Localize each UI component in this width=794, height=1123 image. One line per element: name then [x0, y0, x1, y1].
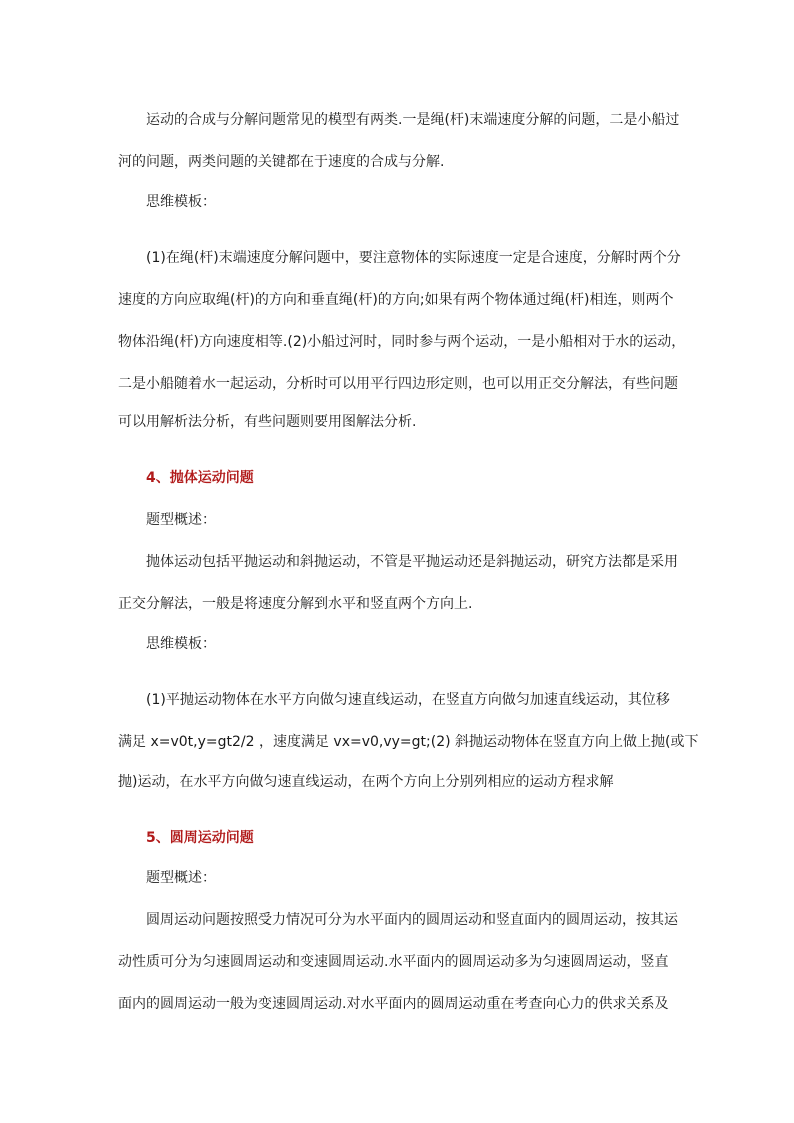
overview-label: 题型概述： — [146, 870, 216, 886]
paragraph-line: 圆周运动问题按照受力情况可分为水平面内的圆周运动和竖直面内的圆周运动，按其运 — [146, 912, 678, 928]
paragraph-line: 运动的合成与分解问题常见的模型有两类.一是绳(杆)末端速度分解的问题，二是小船过 — [146, 112, 680, 128]
section-heading-4: 4、抛体运动问题 — [146, 470, 254, 486]
paragraph-line: 河的问题，两类问题的关键都在于速度的合成与分解. — [118, 154, 445, 170]
overview-label: 题型概述： — [146, 512, 216, 528]
paragraph-line: 抛)运动，在水平方向做匀速直线运动，在两个方向上分别列相应的运动方程求解 — [118, 774, 614, 790]
paragraph-line: 满足 x=v0t,y=gt2/2 ，速度满足 vx=v0,vy=gt;(2) 斜抛运动物体在竖直方向上做上抛(或下 — [118, 734, 699, 750]
paragraph-line: 抛体运动包括平抛运动和斜抛运动，不管是平抛运动还是斜抛运动，研究方法都是采用 — [146, 554, 678, 570]
paragraph-line: 正交分解法，一般是将速度分解到水平和竖直两个方向上. — [118, 596, 473, 612]
paragraph-line: (1)平抛运动物体在水平方向做匀速直线运动，在竖直方向做匀加速直线运动，其位移 — [146, 692, 670, 708]
paragraph-line: 可以用解析法分析，有些问题则要用图解法分析. — [118, 414, 417, 430]
paragraph-line: 二是小船随着水一起运动，分析时可以用平行四边形定则，也可以用正交分解法，有些问题 — [118, 376, 678, 392]
section-heading-5: 5、圆周运动问题 — [146, 830, 254, 846]
template-label: 思维模板： — [146, 194, 216, 210]
paragraph-line: 速度的方向应取绳(杆)的方向和垂直绳(杆)的方向;如果有两个物体通过绳(杆)相连，则两个 — [118, 292, 674, 308]
paragraph-line: 面内的圆周运动一般为变速圆周运动.对水平面内的圆周运动重在考查向心力的供求关系及 — [118, 996, 669, 1012]
template-label: 思维模板： — [146, 636, 216, 652]
paragraph-line: (1)在绳(杆)末端速度分解问题中，要注意物体的实际速度一定是合速度，分解时两个分 — [146, 250, 681, 266]
paragraph-line: 动性质可分为匀速圆周运动和变速圆周运动.水平面内的圆周运动多为匀速圆周运动，竖直 — [118, 954, 669, 970]
paragraph-line: 物体沿绳(杆)方向速度相等.(2)小船过河时，同时参与两个运动，一是小船相对于水的运动， — [118, 334, 686, 350]
